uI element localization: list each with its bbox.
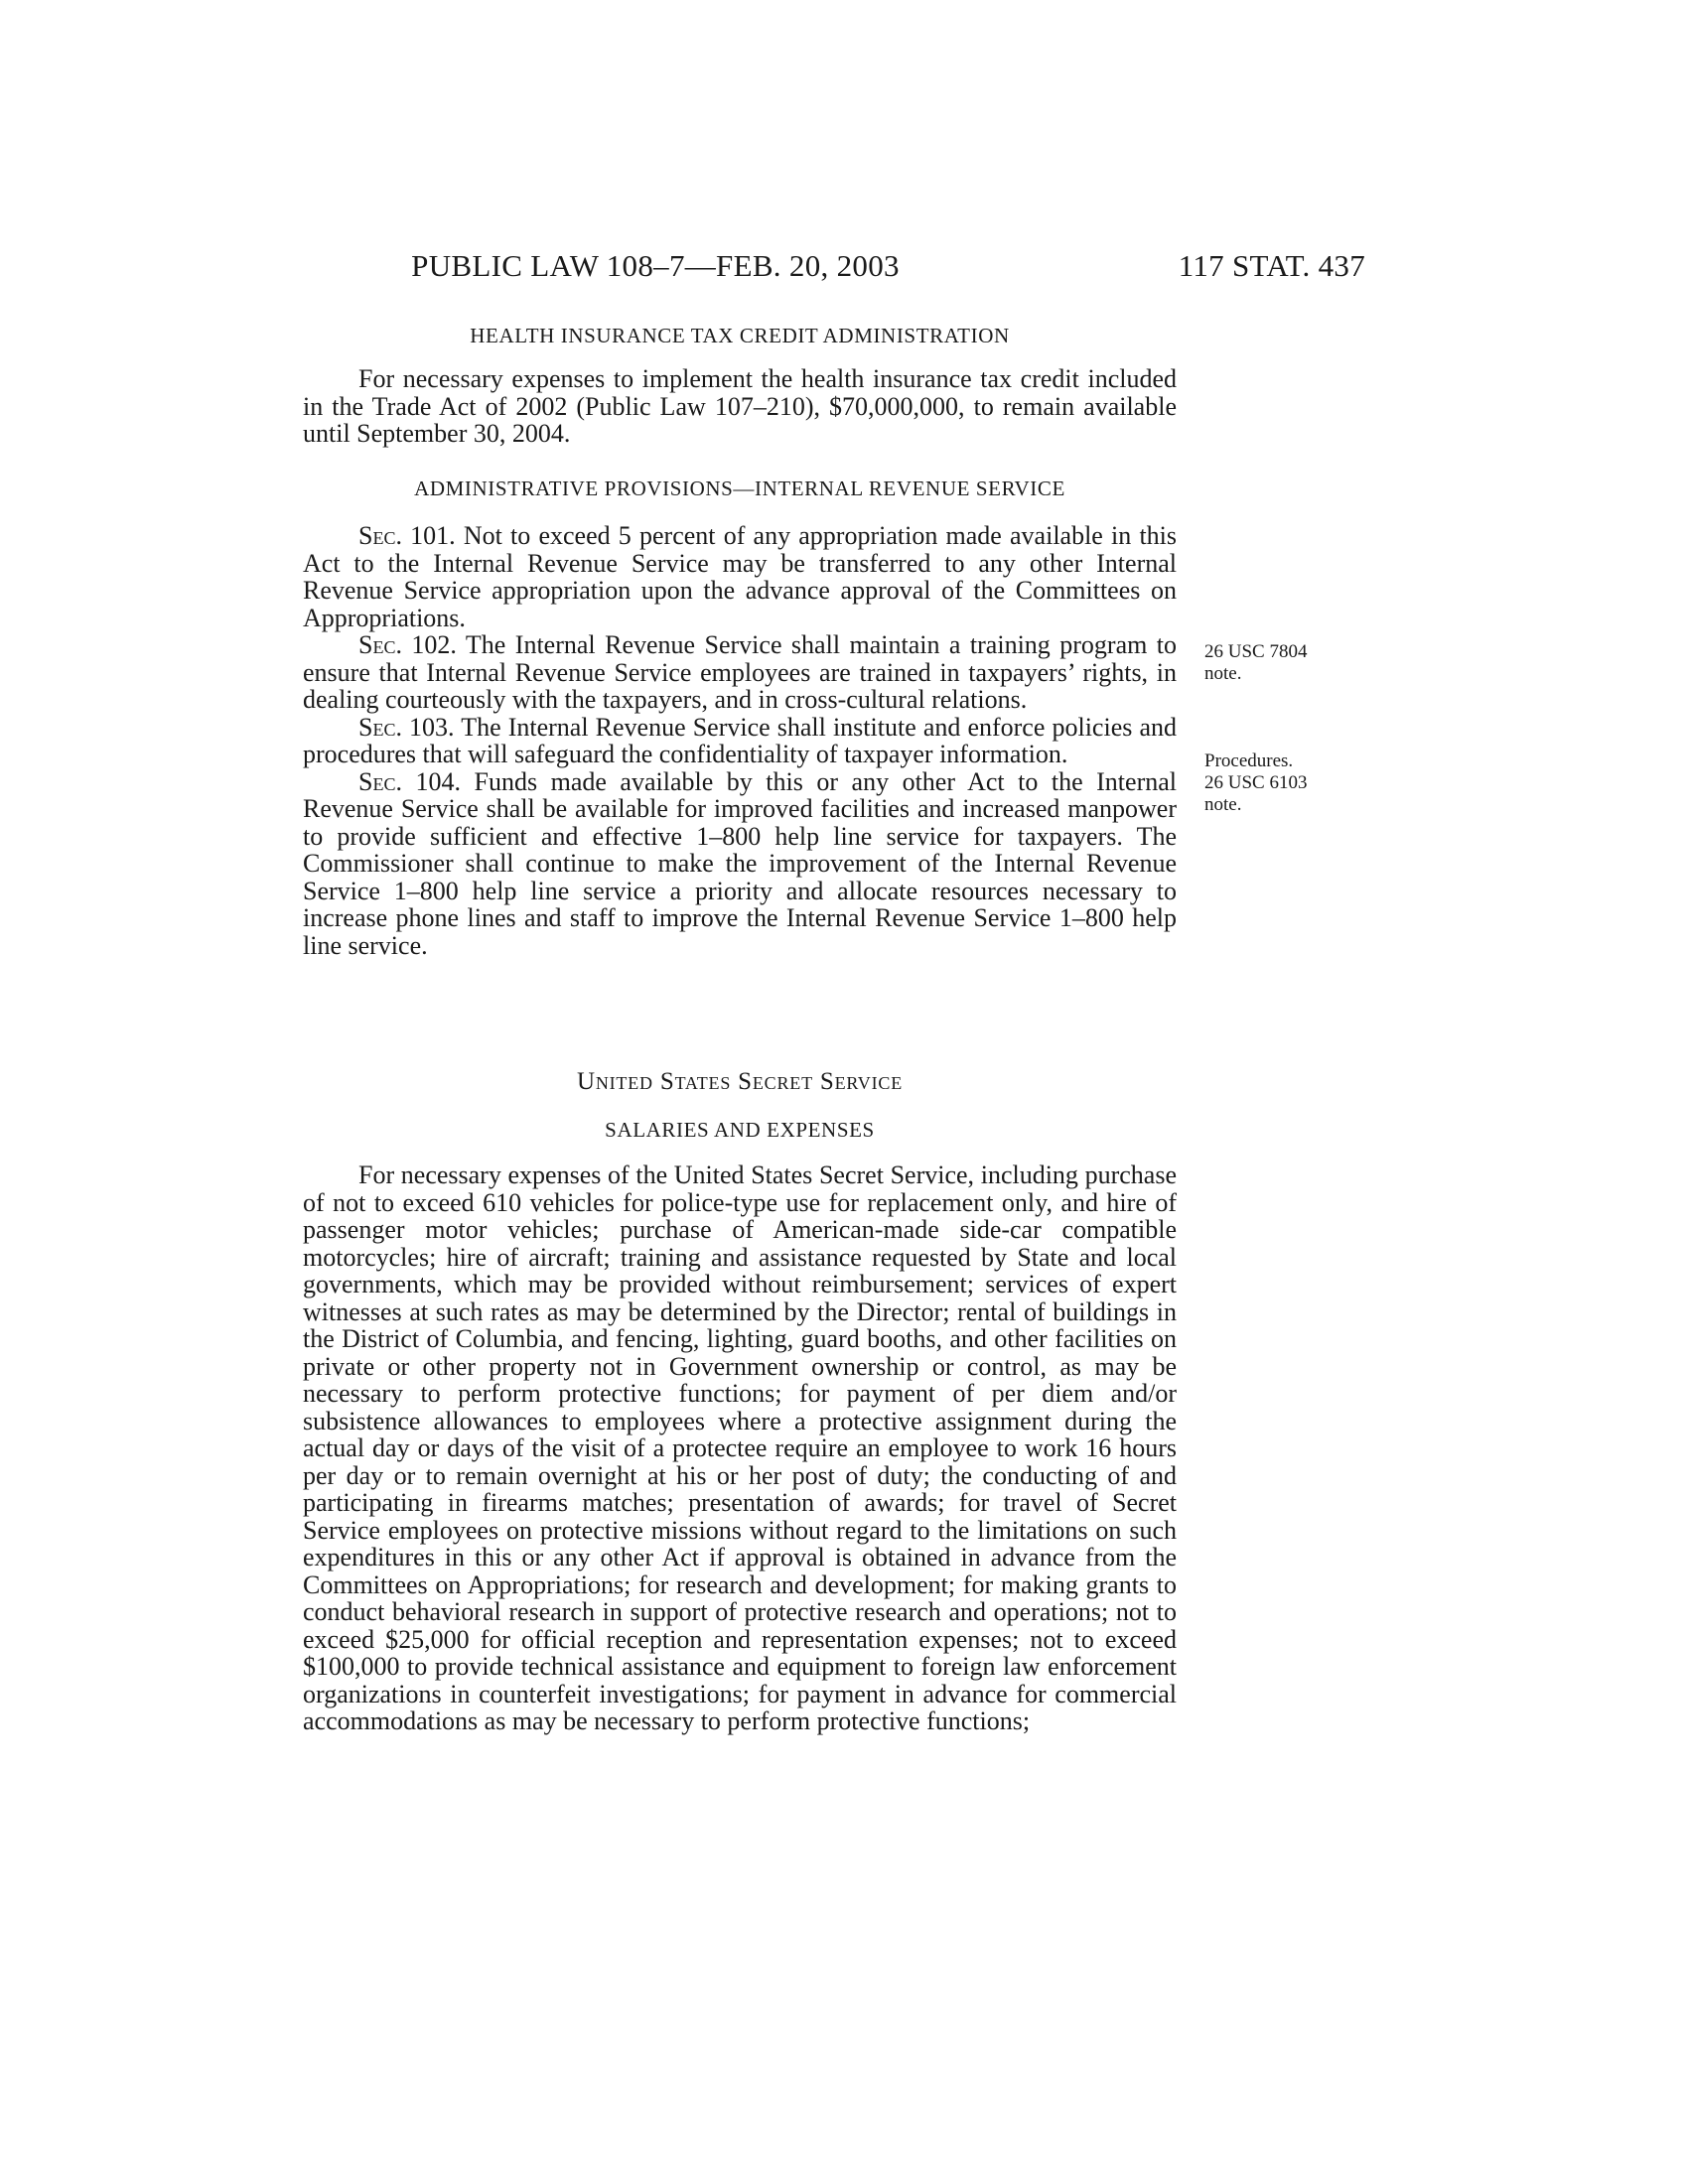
secret-service-paragraph: For necessary expenses of the United States Secret Service, including purchase of not to exceed 610 vehicles for police-type use for replacement only, and hire of passenger motor vehicles; purchase of American-made side-car compatible motorcycles; hire of aircraft; training and assistance requested by State and local governments, which may be provided without reimbursement; services of expert witnesses at such rates as may be determined by the Director; rental of buildings in the District of Columbia, and fencing, lighting, guard booths, and other facilities on private or other property not in Government ownership or control, as may be necessary to perform protective functions; for payment of per diem and/or subsistence allowances to employees where a protective assignment during the actual day or days of the visit of a protectee require an employee to work 16 hours per day or to remain overnight at his or her post of duty; the conducting of and participating in firearms matches; presentation of awards; for travel of Secret Service employees on protective missions without regard to the limitations on such expenditures in this or any other Act if approval is obtained in advance from the Committees on Appropriations; for research and development; for making grants to conduct behavioral research in support of protective research and operations; not to exceed $25,000 for official reception and representation expenses; not to exceed $100,000 to provide technical assistance and equipment to foreign law enforcement organizations in counterfeit investigations; for payment in advance for commercial accommodations as may be necessary to perform protective functions; [303,1160,1177,1735]
margin-note-citation: 26 USC 6103 [1204,772,1308,793]
margin-note-sec-103 [1204,751,1363,816]
section-heading-admin: ADMINISTRATIVE PROVISIONS—INTERNAL REVENUE SERVICE [414,477,1065,500]
sec-101-text: Not to exceed 5 percent of any appropriation made available in this Act to the Internal Revenue Service may be transferred to any other Internal Revenue Service appropriation upon the advance approval of the Committees on Appropriations. [303,521,1178,632]
margin-note-sec-102 [1204,641,1363,685]
section-heading-salaries: SALARIES AND EXPENSES [605,1118,875,1142]
sec-104-text: Funds made available by this or any other Act to the Internal Revenue Service shall be available for improved facilities and increased manpower to provide sufficient and effective 1–800 help line service for taxpayers. The Commissioner shall continue to make the improvement of the Internal Revenue Service 1–800 help line service a priority and allocate resources necessary to increase phone lines and staff to improve the Internal Revenue Service 1–800 help line service. [303,766,1177,960]
margin-note-citation: 26 USC 7804 [1204,641,1308,662]
sec-102-text: The Internal Revenue Service shall maintain a training program to ensure that Internal Revenue Service employees are trained in taxpayers’ rights, in dealing courteously with the taxpayers, and in cross-cultural relations. [303,630,1178,714]
margin-note-note: note. [1204,794,1242,815]
section-heading-hitc: HEALTH INSURANCE TAX CREDIT ADMINISTRATION [470,324,1010,347]
agency-heading-secret-service: United States Secret Service [576,1068,903,1095]
sec-102 [303,631,1177,714]
hitc-body [303,365,1177,448]
hitc-paragraph: For necessary expenses to implement the health insurance tax credit included in the Trade Act of 2002 (Public Law 107–210), $70,000,000, to remain available until September 30, 2004. [303,364,1177,448]
admin-body [303,522,1177,959]
sec-102-label: Sec. 102. [358,630,457,659]
sec-104-label: Sec. 104. [358,766,461,796]
secret-service-body [303,1161,1177,1735]
running-header [0,248,1688,292]
statute-page-number: 117 STAT. 437 [1178,248,1365,283]
margin-note-procedures: Procedures. [1204,751,1294,771]
margin-note-note: note. [1204,663,1242,684]
law-title: PUBLIC LAW 108–7—FEB. 20, 2003 [411,248,900,283]
sec-104 [303,768,1177,960]
sec-101-label: Sec. 101. [358,521,456,550]
sec-103-text: The Internal Revenue Service shall institute and enforce policies and procedures that will safeguard the confidentiality of taxpayer information. [303,712,1177,768]
sec-101 [303,522,1177,631]
sec-103 [303,714,1177,768]
sec-103-label: Sec. 103. [358,712,455,742]
